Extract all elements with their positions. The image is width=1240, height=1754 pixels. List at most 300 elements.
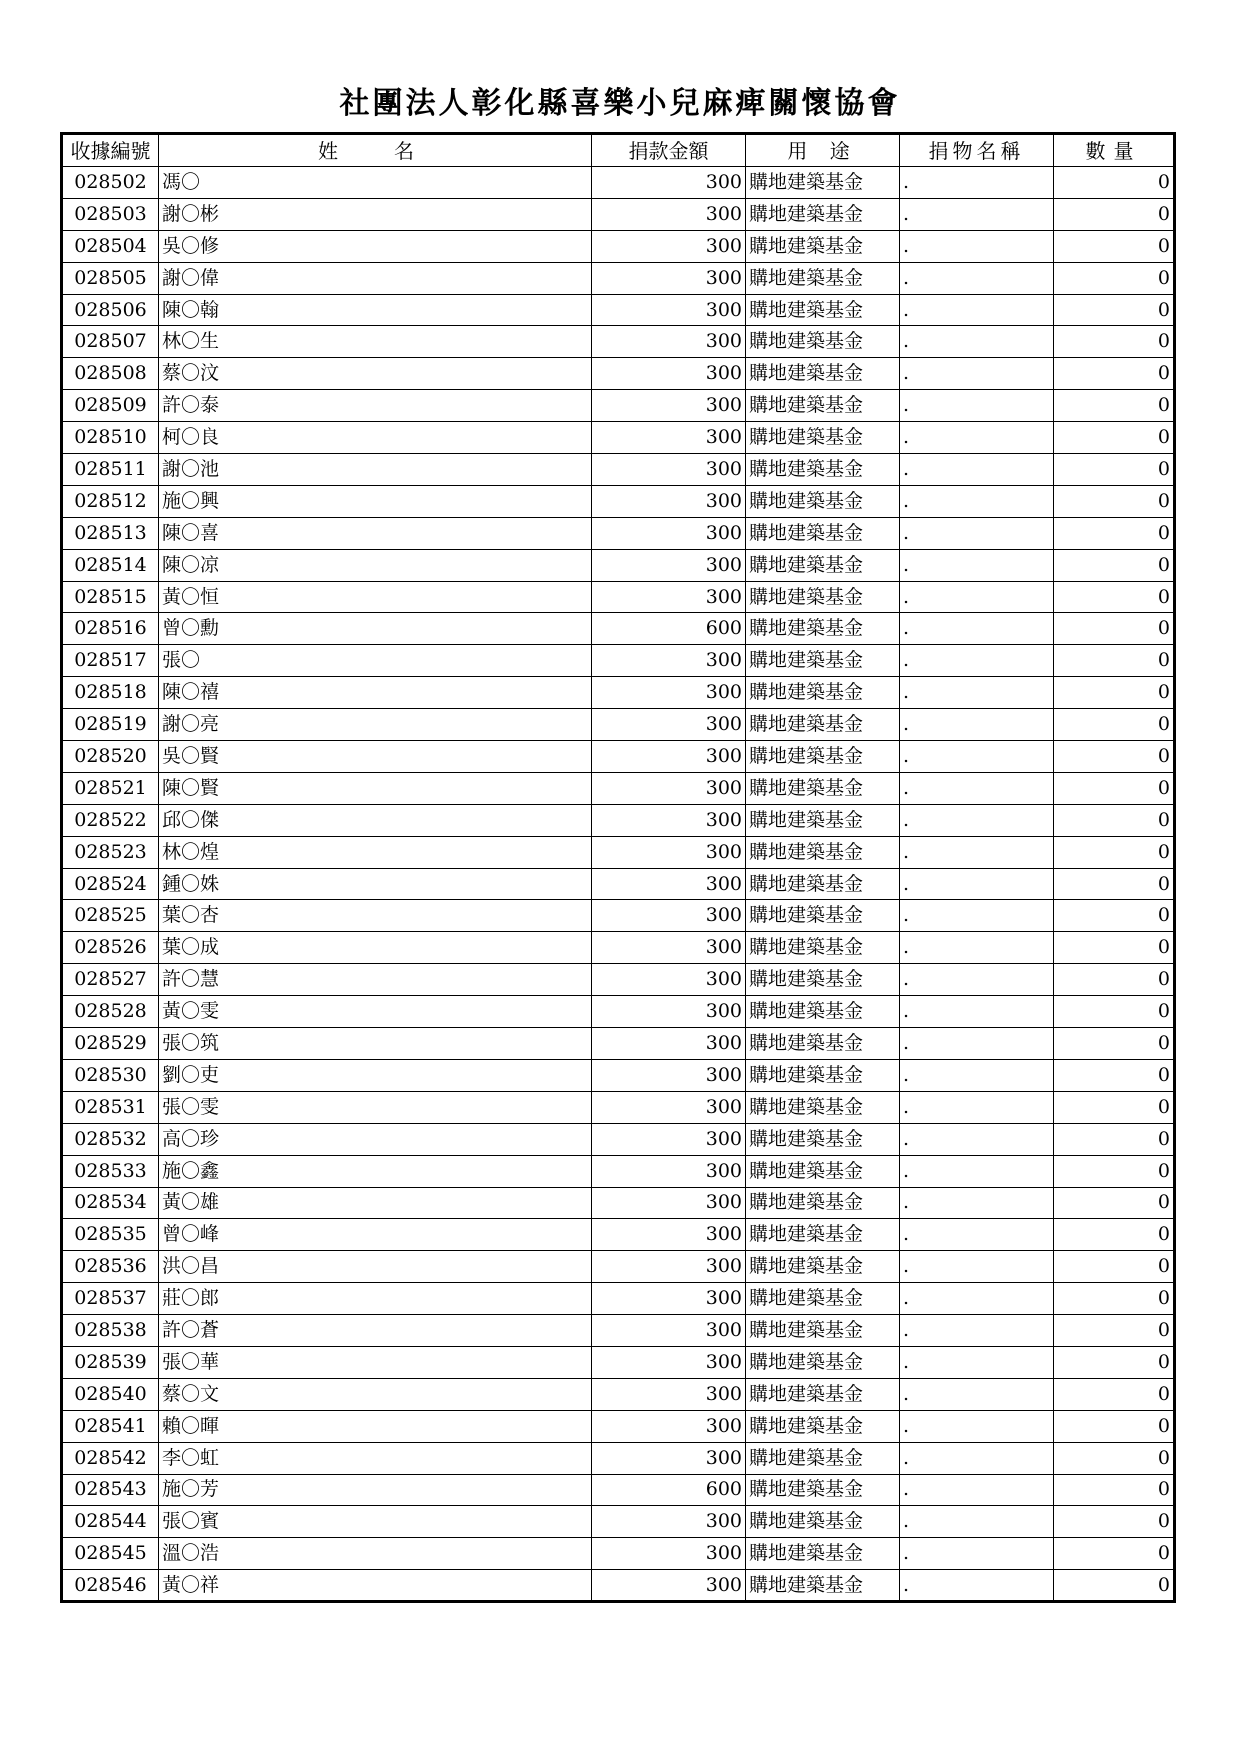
quantity-cell: 0 <box>1054 167 1175 199</box>
donor-name-cell: 陳〇凉 <box>159 549 592 581</box>
quantity-cell: 0 <box>1054 709 1175 741</box>
donor-name-cell: 許〇慧 <box>159 964 592 996</box>
donor-name-cell: 葉〇杏 <box>159 900 592 932</box>
amount-cell: 300 <box>592 709 746 741</box>
amount-cell: 300 <box>592 1570 746 1602</box>
receipt-no-cell: 028540 <box>62 1378 159 1410</box>
amount-cell: 300 <box>592 772 746 804</box>
donor-name-cell: 吳〇修 <box>159 230 592 262</box>
amount-cell: 300 <box>592 645 746 677</box>
purpose-cell: 購地建築基金 <box>746 868 900 900</box>
purpose-cell: 購地建築基金 <box>746 996 900 1028</box>
table-row <box>62 390 1175 422</box>
item-name-cell: . <box>900 900 1054 932</box>
table-row <box>62 1187 1175 1219</box>
item-name-cell: . <box>900 549 1054 581</box>
receipt-no-cell: 028532 <box>62 1123 159 1155</box>
purpose-cell: 購地建築基金 <box>746 1378 900 1410</box>
quantity-cell: 0 <box>1054 517 1175 549</box>
item-name-cell: . <box>900 1474 1054 1506</box>
donor-name-cell: 葉〇成 <box>159 932 592 964</box>
amount-cell: 300 <box>592 454 746 486</box>
receipt-no-cell: 028519 <box>62 709 159 741</box>
header-name: 姓 名 <box>159 134 592 167</box>
amount-cell: 300 <box>592 1091 746 1123</box>
purpose-cell: 購地建築基金 <box>746 709 900 741</box>
receipt-no-cell: 028530 <box>62 1059 159 1091</box>
header-amount: 捐款金額 <box>592 134 746 167</box>
donor-name-cell: 柯〇良 <box>159 422 592 454</box>
receipt-no-cell: 028513 <box>62 517 159 549</box>
quantity-cell: 0 <box>1054 230 1175 262</box>
purpose-cell: 購地建築基金 <box>746 198 900 230</box>
item-name-cell: . <box>900 581 1054 613</box>
item-name-cell: . <box>900 1538 1054 1570</box>
purpose-cell: 購地建築基金 <box>746 1091 900 1123</box>
table-row <box>62 1155 1175 1187</box>
table-row <box>62 1378 1175 1410</box>
purpose-cell: 購地建築基金 <box>746 1506 900 1538</box>
receipt-no-cell: 028509 <box>62 390 159 422</box>
purpose-cell: 購地建築基金 <box>746 326 900 358</box>
header-purpose: 用 途 <box>746 134 900 167</box>
quantity-cell: 0 <box>1054 326 1175 358</box>
purpose-cell: 購地建築基金 <box>746 422 900 454</box>
amount-cell: 300 <box>592 1059 746 1091</box>
purpose-cell: 購地建築基金 <box>746 677 900 709</box>
purpose-cell: 購地建築基金 <box>746 1251 900 1283</box>
purpose-cell: 購地建築基金 <box>746 1059 900 1091</box>
amount-cell: 300 <box>592 390 746 422</box>
receipt-no-cell: 028502 <box>62 167 159 199</box>
donor-name-cell: 賴〇暉 <box>159 1410 592 1442</box>
quantity-cell: 0 <box>1054 581 1175 613</box>
table-row <box>62 198 1175 230</box>
purpose-cell: 購地建築基金 <box>746 262 900 294</box>
item-name-cell: . <box>900 772 1054 804</box>
purpose-cell: 購地建築基金 <box>746 613 900 645</box>
purpose-cell: 購地建築基金 <box>746 1219 900 1251</box>
table-row <box>62 485 1175 517</box>
table-row <box>62 804 1175 836</box>
item-name-cell: . <box>900 326 1054 358</box>
table-row <box>62 741 1175 773</box>
amount-cell: 300 <box>592 326 746 358</box>
amount-cell: 300 <box>592 1219 746 1251</box>
amount-cell: 300 <box>592 1378 746 1410</box>
purpose-cell: 購地建築基金 <box>746 804 900 836</box>
purpose-cell: 購地建築基金 <box>746 1028 900 1060</box>
quantity-cell: 0 <box>1054 422 1175 454</box>
table-row <box>62 1410 1175 1442</box>
donor-name-cell: 張〇華 <box>159 1346 592 1378</box>
table-row <box>62 326 1175 358</box>
table-row <box>62 262 1175 294</box>
amount-cell: 300 <box>592 422 746 454</box>
receipt-no-cell: 028533 <box>62 1155 159 1187</box>
item-name-cell: . <box>900 1315 1054 1347</box>
amount-cell: 300 <box>592 1123 746 1155</box>
purpose-cell: 購地建築基金 <box>746 772 900 804</box>
amount-cell: 300 <box>592 1251 746 1283</box>
quantity-cell: 0 <box>1054 1538 1175 1570</box>
item-name-cell: . <box>900 1346 1054 1378</box>
item-name-cell: . <box>900 454 1054 486</box>
purpose-cell: 購地建築基金 <box>746 1187 900 1219</box>
donor-name-cell: 張〇賓 <box>159 1506 592 1538</box>
item-name-cell: . <box>900 422 1054 454</box>
receipt-no-cell: 028546 <box>62 1570 159 1602</box>
receipt-no-cell: 028541 <box>62 1410 159 1442</box>
item-name-cell: . <box>900 358 1054 390</box>
item-name-cell: . <box>900 390 1054 422</box>
receipt-no-cell: 028516 <box>62 613 159 645</box>
purpose-cell: 購地建築基金 <box>746 294 900 326</box>
amount-cell: 600 <box>592 1474 746 1506</box>
item-name-cell: . <box>900 198 1054 230</box>
item-name-cell: . <box>900 1283 1054 1315</box>
receipt-no-cell: 028503 <box>62 198 159 230</box>
purpose-cell: 購地建築基金 <box>746 485 900 517</box>
purpose-cell: 購地建築基金 <box>746 1283 900 1315</box>
amount-cell: 300 <box>592 741 746 773</box>
quantity-cell: 0 <box>1054 294 1175 326</box>
receipt-no-cell: 028510 <box>62 422 159 454</box>
amount-cell: 300 <box>592 549 746 581</box>
item-name-cell: . <box>900 1028 1054 1060</box>
donor-name-cell: 林〇生 <box>159 326 592 358</box>
donor-name-cell: 黃〇雯 <box>159 996 592 1028</box>
receipt-no-cell: 028506 <box>62 294 159 326</box>
quantity-cell: 0 <box>1054 1410 1175 1442</box>
item-name-cell: . <box>900 1506 1054 1538</box>
table-row <box>62 1315 1175 1347</box>
receipt-no-cell: 028520 <box>62 741 159 773</box>
receipt-no-cell: 028523 <box>62 836 159 868</box>
item-name-cell: . <box>900 1570 1054 1602</box>
donor-name-cell: 黃〇恒 <box>159 581 592 613</box>
quantity-cell: 0 <box>1054 645 1175 677</box>
donor-name-cell: 許〇蒼 <box>159 1315 592 1347</box>
item-name-cell: . <box>900 294 1054 326</box>
table-row <box>62 454 1175 486</box>
purpose-cell: 購地建築基金 <box>746 1442 900 1474</box>
receipt-no-cell: 028544 <box>62 1506 159 1538</box>
purpose-cell: 購地建築基金 <box>746 1538 900 1570</box>
receipt-no-cell: 028542 <box>62 1442 159 1474</box>
table-row <box>62 1219 1175 1251</box>
table-row <box>62 549 1175 581</box>
table-row <box>62 1028 1175 1060</box>
receipt-no-cell: 028508 <box>62 358 159 390</box>
table-row <box>62 1091 1175 1123</box>
purpose-cell: 購地建築基金 <box>746 454 900 486</box>
item-name-cell: . <box>900 836 1054 868</box>
receipt-no-cell: 028505 <box>62 262 159 294</box>
table-row <box>62 1506 1175 1538</box>
item-name-cell: . <box>900 1059 1054 1091</box>
donor-name-cell: 蔡〇汶 <box>159 358 592 390</box>
quantity-cell: 0 <box>1054 1378 1175 1410</box>
purpose-cell: 購地建築基金 <box>746 549 900 581</box>
amount-cell: 300 <box>592 1028 746 1060</box>
table-row <box>62 645 1175 677</box>
table-row <box>62 1538 1175 1570</box>
quantity-cell: 0 <box>1054 804 1175 836</box>
purpose-cell: 購地建築基金 <box>746 1346 900 1378</box>
table-row <box>62 517 1175 549</box>
receipt-no-cell: 028531 <box>62 1091 159 1123</box>
amount-cell: 300 <box>592 198 746 230</box>
receipt-no-cell: 028535 <box>62 1219 159 1251</box>
receipt-no-cell: 028525 <box>62 900 159 932</box>
quantity-cell: 0 <box>1054 1219 1175 1251</box>
receipt-no-cell: 028512 <box>62 485 159 517</box>
table-row <box>62 1474 1175 1506</box>
amount-cell: 300 <box>592 836 746 868</box>
donor-name-cell: 蔡〇文 <box>159 1378 592 1410</box>
amount-cell: 300 <box>592 996 746 1028</box>
item-name-cell: . <box>900 1155 1054 1187</box>
quantity-cell: 0 <box>1054 868 1175 900</box>
donor-name-cell: 陳〇喜 <box>159 517 592 549</box>
table-row <box>62 358 1175 390</box>
table-row <box>62 1251 1175 1283</box>
amount-cell: 300 <box>592 804 746 836</box>
donor-name-cell: 張〇 <box>159 645 592 677</box>
amount-cell: 300 <box>592 900 746 932</box>
table-row <box>62 836 1175 868</box>
quantity-cell: 0 <box>1054 262 1175 294</box>
receipt-no-cell: 028518 <box>62 677 159 709</box>
receipt-no-cell: 028515 <box>62 581 159 613</box>
donor-name-cell: 黃〇祥 <box>159 1570 592 1602</box>
receipt-no-cell: 028521 <box>62 772 159 804</box>
item-name-cell: . <box>900 964 1054 996</box>
donor-name-cell: 林〇煌 <box>159 836 592 868</box>
table-row <box>62 422 1175 454</box>
item-name-cell: . <box>900 741 1054 773</box>
amount-cell: 300 <box>592 1187 746 1219</box>
amount-cell: 300 <box>592 868 746 900</box>
purpose-cell: 購地建築基金 <box>746 645 900 677</box>
quantity-cell: 0 <box>1054 1059 1175 1091</box>
purpose-cell: 購地建築基金 <box>746 230 900 262</box>
amount-cell: 300 <box>592 1506 746 1538</box>
document-title: 社團法人彰化縣喜樂小兒麻痺關懷協會 <box>339 86 901 121</box>
quantity-cell: 0 <box>1054 485 1175 517</box>
quantity-cell: 0 <box>1054 1155 1175 1187</box>
table-row <box>62 964 1175 996</box>
purpose-cell: 購地建築基金 <box>746 900 900 932</box>
item-name-cell: . <box>900 262 1054 294</box>
quantity-cell: 0 <box>1054 1474 1175 1506</box>
table-row <box>62 932 1175 964</box>
donor-name-cell: 張〇筑 <box>159 1028 592 1060</box>
quantity-cell: 0 <box>1054 1283 1175 1315</box>
donor-name-cell: 劉〇吏 <box>159 1059 592 1091</box>
quantity-cell: 0 <box>1054 1346 1175 1378</box>
table-header-row <box>62 134 1175 167</box>
item-name-cell: . <box>900 1187 1054 1219</box>
item-name-cell: . <box>900 517 1054 549</box>
quantity-cell: 0 <box>1054 549 1175 581</box>
item-name-cell: . <box>900 1091 1054 1123</box>
item-name-cell: . <box>900 1410 1054 1442</box>
purpose-cell: 購地建築基金 <box>746 390 900 422</box>
table-row <box>62 1346 1175 1378</box>
amount-cell: 300 <box>592 581 746 613</box>
item-name-cell: . <box>900 677 1054 709</box>
table-row <box>62 868 1175 900</box>
donor-name-cell: 陳〇翰 <box>159 294 592 326</box>
amount-cell: 300 <box>592 1346 746 1378</box>
quantity-cell: 0 <box>1054 1506 1175 1538</box>
purpose-cell: 購地建築基金 <box>746 358 900 390</box>
quantity-cell: 0 <box>1054 932 1175 964</box>
donor-name-cell: 曾〇勳 <box>159 613 592 645</box>
receipt-no-cell: 028514 <box>62 549 159 581</box>
amount-cell: 300 <box>592 1410 746 1442</box>
receipt-no-cell: 028526 <box>62 932 159 964</box>
item-name-cell: . <box>900 485 1054 517</box>
purpose-cell: 購地建築基金 <box>746 517 900 549</box>
quantity-cell: 0 <box>1054 1315 1175 1347</box>
item-name-cell: . <box>900 932 1054 964</box>
donor-name-cell: 莊〇郎 <box>159 1283 592 1315</box>
item-name-cell: . <box>900 996 1054 1028</box>
header-receipt-no: 收據編號 <box>62 134 159 167</box>
amount-cell: 300 <box>592 167 746 199</box>
receipt-no-cell: 028536 <box>62 1251 159 1283</box>
quantity-cell: 0 <box>1054 390 1175 422</box>
donor-name-cell: 謝〇彬 <box>159 198 592 230</box>
receipt-no-cell: 028529 <box>62 1028 159 1060</box>
item-name-cell: . <box>900 1442 1054 1474</box>
receipt-no-cell: 028511 <box>62 454 159 486</box>
receipt-no-cell: 028507 <box>62 326 159 358</box>
donor-name-cell: 黃〇雄 <box>159 1187 592 1219</box>
receipt-no-cell: 028517 <box>62 645 159 677</box>
receipt-no-cell: 028504 <box>62 230 159 262</box>
quantity-cell: 0 <box>1054 613 1175 645</box>
item-name-cell: . <box>900 167 1054 199</box>
item-name-cell: . <box>900 1219 1054 1251</box>
table-row <box>62 709 1175 741</box>
quantity-cell: 0 <box>1054 1442 1175 1474</box>
table-row <box>62 900 1175 932</box>
table-row <box>62 581 1175 613</box>
donor-name-cell: 張〇雯 <box>159 1091 592 1123</box>
donor-name-cell: 施〇芳 <box>159 1474 592 1506</box>
purpose-cell: 購地建築基金 <box>746 1570 900 1602</box>
quantity-cell: 0 <box>1054 1028 1175 1060</box>
donor-name-cell: 謝〇偉 <box>159 262 592 294</box>
purpose-cell: 購地建築基金 <box>746 1474 900 1506</box>
amount-cell: 600 <box>592 613 746 645</box>
purpose-cell: 購地建築基金 <box>746 1410 900 1442</box>
table-row <box>62 677 1175 709</box>
header-item-name: 捐物名稱 <box>900 134 1054 167</box>
amount-cell: 300 <box>592 677 746 709</box>
donor-name-cell: 吳〇賢 <box>159 741 592 773</box>
item-name-cell: . <box>900 709 1054 741</box>
donor-name-cell: 陳〇賢 <box>159 772 592 804</box>
item-name-cell: . <box>900 230 1054 262</box>
amount-cell: 300 <box>592 1442 746 1474</box>
purpose-cell: 購地建築基金 <box>746 964 900 996</box>
donor-name-cell: 謝〇亮 <box>159 709 592 741</box>
item-name-cell: . <box>900 645 1054 677</box>
quantity-cell: 0 <box>1054 198 1175 230</box>
quantity-cell: 0 <box>1054 1091 1175 1123</box>
quantity-cell: 0 <box>1054 741 1175 773</box>
quantity-cell: 0 <box>1054 358 1175 390</box>
donor-name-cell: 施〇興 <box>159 485 592 517</box>
amount-cell: 300 <box>592 1315 746 1347</box>
amount-cell: 300 <box>592 358 746 390</box>
donor-name-cell: 陳〇禧 <box>159 677 592 709</box>
amount-cell: 300 <box>592 517 746 549</box>
table-row <box>62 167 1175 199</box>
amount-cell: 300 <box>592 230 746 262</box>
item-name-cell: . <box>900 868 1054 900</box>
item-name-cell: . <box>900 804 1054 836</box>
donation-table <box>60 132 1176 1603</box>
receipt-no-cell: 028539 <box>62 1346 159 1378</box>
table-row <box>62 230 1175 262</box>
purpose-cell: 購地建築基金 <box>746 581 900 613</box>
table-row <box>62 613 1175 645</box>
amount-cell: 300 <box>592 932 746 964</box>
item-name-cell: . <box>900 1123 1054 1155</box>
table-row <box>62 1570 1175 1602</box>
header-quantity: 數量 <box>1054 134 1175 167</box>
item-name-cell: . <box>900 1251 1054 1283</box>
amount-cell: 300 <box>592 485 746 517</box>
table-row <box>62 294 1175 326</box>
purpose-cell: 購地建築基金 <box>746 836 900 868</box>
receipt-no-cell: 028527 <box>62 964 159 996</box>
quantity-cell: 0 <box>1054 964 1175 996</box>
receipt-no-cell: 028543 <box>62 1474 159 1506</box>
quantity-cell: 0 <box>1054 454 1175 486</box>
donor-name-cell: 施〇鑫 <box>159 1155 592 1187</box>
amount-cell: 300 <box>592 294 746 326</box>
quantity-cell: 0 <box>1054 1570 1175 1602</box>
table-row <box>62 1123 1175 1155</box>
receipt-no-cell: 028524 <box>62 868 159 900</box>
amount-cell: 300 <box>592 1538 746 1570</box>
quantity-cell: 0 <box>1054 1123 1175 1155</box>
amount-cell: 300 <box>592 1155 746 1187</box>
receipt-no-cell: 028538 <box>62 1315 159 1347</box>
amount-cell: 300 <box>592 1283 746 1315</box>
amount-cell: 300 <box>592 964 746 996</box>
quantity-cell: 0 <box>1054 772 1175 804</box>
table-row <box>62 1283 1175 1315</box>
donor-name-cell: 溫〇浩 <box>159 1538 592 1570</box>
purpose-cell: 購地建築基金 <box>746 167 900 199</box>
donor-name-cell: 謝〇池 <box>159 454 592 486</box>
item-name-cell: . <box>900 613 1054 645</box>
purpose-cell: 購地建築基金 <box>746 932 900 964</box>
table-row <box>62 772 1175 804</box>
table-row <box>62 996 1175 1028</box>
donor-name-cell: 洪〇昌 <box>159 1251 592 1283</box>
purpose-cell: 購地建築基金 <box>746 1155 900 1187</box>
purpose-cell: 購地建築基金 <box>746 1123 900 1155</box>
